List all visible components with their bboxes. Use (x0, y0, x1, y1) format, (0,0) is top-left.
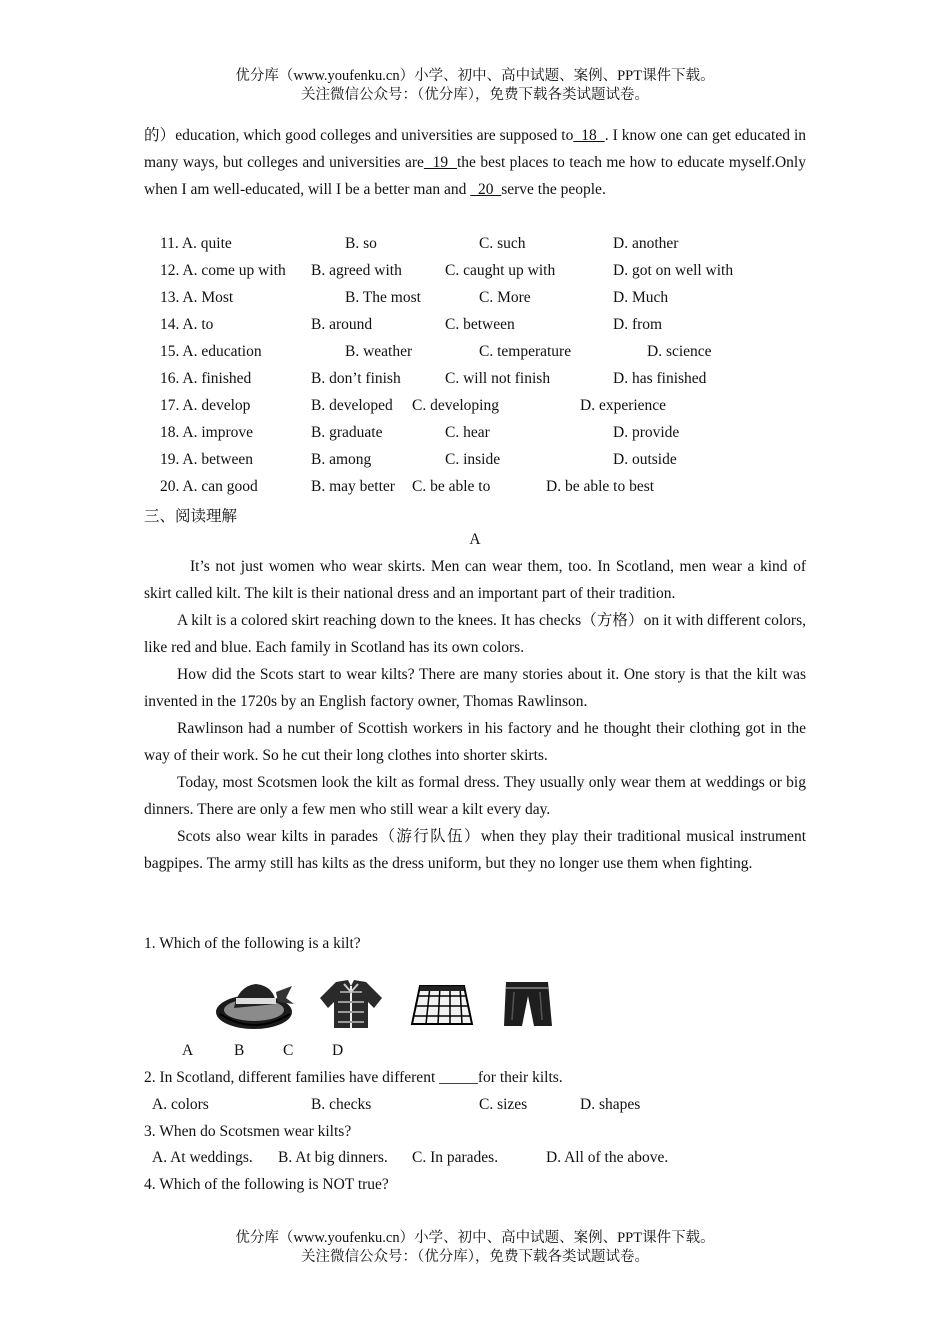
passage-paragraph: Today, most Scotsmen look the kilt as formal dress. They usually only wear them at weddings or big dinners. There are only a few men who still wear a kilt every day. (144, 774, 806, 818)
cloze-text: serve the people. (501, 181, 606, 198)
option-b: B. developed (311, 397, 393, 414)
option-c: C. inside (445, 451, 501, 468)
image-label-a: A (182, 1042, 194, 1059)
option-b: B. checks (311, 1096, 372, 1113)
image-label-d: D (332, 1042, 344, 1059)
question-3: 3. When do Scotsmen wear kilts? (144, 1123, 352, 1140)
question-1: 1. Which of the following is a kilt? (144, 935, 361, 952)
option-c: C. In parades. (412, 1149, 499, 1166)
cloze-passage (144, 122, 806, 203)
option-a: 15. A. education (160, 343, 262, 360)
passage-paragraph: A kilt is a colored skirt reaching down to the knees. It has checks（方格）on it with different colors, like red and blue. Each family in Scotland has its own colors. (144, 612, 806, 656)
option-c: C. between (445, 316, 515, 333)
option-d: D. has finished (613, 370, 707, 387)
option-d: D. All of the above. (546, 1149, 669, 1166)
option-c: C. hear (445, 424, 490, 441)
option-d: D. Much (613, 289, 669, 306)
option-b: B. around (311, 316, 373, 333)
option-d: D. another (613, 235, 679, 252)
page-footer-line1: 优分库（www.youfenku.cn）小学、初中、高中试题、案例、PPT课件下载。 (235, 1230, 715, 1246)
option-d: D. provide (613, 424, 680, 441)
shirt-icon (318, 978, 384, 1030)
blank-18: 18 (573, 127, 605, 144)
option-a: A. At weddings. (152, 1149, 253, 1166)
blank-19: 19 (423, 154, 457, 171)
blank-20: 20 (470, 181, 502, 198)
passage-paragraph: Scots also wear kilts in parades（游行队伍）when they play their traditional musical instrument bagpipes. The army still has kilts as the dress uniform, but they no longer use them when fighting. (144, 828, 806, 872)
option-b: B. don’t finish (311, 370, 401, 387)
page-header-line1: 优分库（www.youfenku.cn）小学、初中、高中试题、案例、PPT课件下载。 (235, 68, 715, 84)
cloze-text: . I know one can get educated in many ways, but colleges and universities are (144, 127, 807, 171)
image-label-c: C (283, 1042, 294, 1059)
option-d: D. be able to best (546, 478, 655, 495)
option-c: C. be able to (412, 478, 491, 495)
option-b: B. among (311, 451, 372, 468)
question-2: 2. In Scotland, different families have different _____for their kilts. (144, 1069, 563, 1086)
option-a: A. colors (152, 1096, 209, 1113)
option-b: B. The most (345, 289, 421, 306)
hat-icon (214, 978, 296, 1032)
option-a: 11. A. quite (160, 235, 232, 252)
page-header-line2: 关注微信公众号：（优分库），免费下载各类试题试卷。 (301, 87, 649, 103)
option-a: 13. A. Most (160, 289, 234, 306)
passage-paragraph: It’s not just women who wear skirts. Men can wear them, too. In Scotland, men wear a kind of skirt called kilt. The kilt is their national dress and an important part of their tradition. (144, 558, 806, 602)
option-b: B. agreed with (311, 262, 402, 279)
option-b: B. may better (311, 478, 395, 495)
trousers-icon (500, 980, 554, 1030)
page-footer-line2: 关注微信公众号：（优分库），免费下载各类试题试卷。 (301, 1249, 649, 1265)
option-a: 18. A. improve (160, 424, 253, 441)
option-c: C. sizes (479, 1096, 528, 1113)
option-a: 20. A. can good (160, 478, 258, 495)
kilt-icon (410, 984, 474, 1028)
option-d: D. got on well with (613, 262, 734, 279)
option-b: B. At big dinners. (278, 1149, 388, 1166)
option-a: 12. A. come up with (160, 262, 286, 279)
option-c: C. developing (412, 397, 499, 414)
section-title: 三、阅读理解 (144, 508, 238, 525)
option-d: D. outside (613, 451, 677, 468)
passage-paragraph: Rawlinson had a number of Scottish workers in his factory and he thought their clothing got in the way of their work. So he cut their long clothes into shorter skirts. (144, 720, 806, 764)
option-a: 19. A. between (160, 451, 253, 468)
option-c: C. will not finish (445, 370, 551, 387)
question-4: 4. Which of the following is NOT true? (144, 1176, 389, 1193)
option-c: C. More (479, 289, 531, 306)
option-b: B. graduate (311, 424, 383, 441)
option-a: 17. A. develop (160, 397, 251, 414)
option-b: B. so (345, 235, 377, 252)
option-d: D. science (647, 343, 712, 360)
option-c: C. caught up with (445, 262, 556, 279)
cloze-text: the best places to teach me how to educate myself.Only when I am well-educated, will I be a better man and (144, 154, 806, 198)
option-b: B. weather (345, 343, 413, 360)
option-c: C. temperature (479, 343, 572, 360)
passage-label: A (469, 531, 481, 548)
option-d: D. from (613, 316, 663, 333)
option-a: 14. A. to (160, 316, 214, 333)
option-d: D. experience (580, 397, 667, 414)
option-d: D. shapes (580, 1096, 641, 1113)
cloze-text: 的）education, which good colleges and universities are supposed to (144, 127, 574, 144)
option-c: C. such (479, 235, 526, 252)
image-label-b: B (234, 1042, 245, 1059)
passage-paragraph: How did the Scots start to wear kilts? There are many stories about it. One story is that the kilt was invented in the 1720s by an English factory owner, Thomas Rawlinson. (144, 666, 806, 710)
option-a: 16. A. finished (160, 370, 252, 387)
